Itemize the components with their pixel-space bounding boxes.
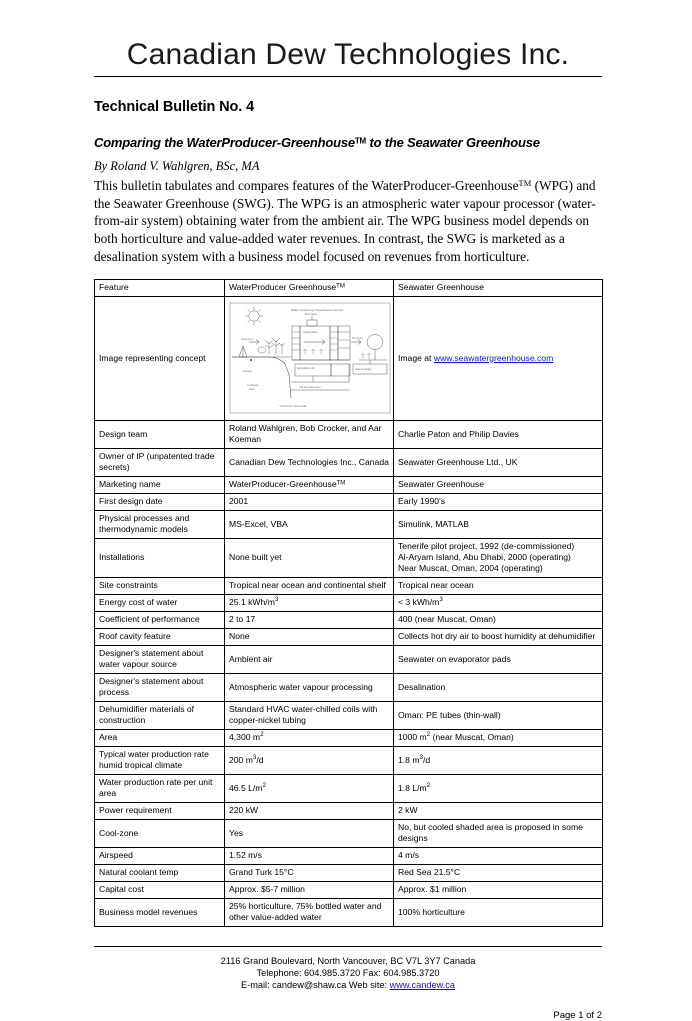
cell-wpg-value: WaterProducer-Greenhouse™ [225, 476, 394, 493]
cell-wpg-value: Grand Turk 15°C [225, 864, 394, 881]
cell-feature: Business model revenues [95, 898, 225, 926]
cell-swg-value: 1.8 $L/m^2$ [394, 774, 603, 802]
cell-feature: Capital cost [95, 881, 225, 898]
image-link-prefix: Image at [398, 352, 434, 363]
cell-wpg-value: Yes [225, 819, 394, 847]
table-header-row [95, 279, 603, 296]
cell-feature: Airspeed [95, 847, 225, 864]
cell-feature: Physical processes and thermodynamic models [95, 510, 225, 538]
cell-swg-value: Seawater Greenhouse Ltd., UK [394, 448, 603, 476]
svg-text:shelf: shelf [249, 389, 254, 392]
table-row [95, 847, 603, 864]
cell-feature: Typical water production rate humid tropical climate [95, 746, 225, 774]
cell-wpg-value: Canadian Dew Technologies Inc., Canada [225, 448, 394, 476]
cell-wpg-value: Tropical near ocean and continental shelf [225, 577, 394, 594]
header-feature: Feature [95, 279, 225, 296]
cell-swg-value: Early 1990's [394, 493, 603, 510]
masthead [94, 0, 602, 77]
page-content [94, 0, 602, 1021]
table-row [95, 510, 603, 538]
cell-feature: Cool-zone [95, 819, 225, 847]
footer-contact [94, 955, 602, 992]
cell-feature: Area [95, 729, 225, 746]
svg-text:"Cool-zone" not to scale: "Cool-zone" not to scale [279, 405, 307, 409]
cell-swg-value: < 3 kWh/$m^3$ [394, 594, 603, 611]
cell-wpg-diagram [225, 296, 394, 420]
intro-text-start: This bulletin tabulates and compares features of the WaterProducer-Greenhouse [94, 178, 519, 193]
cell-swg-value: No, but cooled shaded area is proposed in some designs [394, 819, 603, 847]
cell-swg-value: Red Sea 21.5°C [394, 864, 603, 881]
header-waterproducer-greenhouse [225, 279, 394, 296]
cell-swg-value: 1.8 $m^3/d$ [394, 746, 603, 774]
svg-text:Water producing Greenhouse con: Water producing Greenhouse concept [291, 308, 344, 313]
cell-feature: Coefficient of performance [95, 611, 225, 628]
cell-wpg-value: None built yet [225, 538, 394, 577]
cell-feature: Roof cavity feature [95, 628, 225, 645]
company-title: Canadian Dew Technologies Inc. [126, 38, 570, 71]
intro-paragraph [94, 177, 602, 265]
svg-text:sea level: sea level [243, 371, 253, 374]
author-byline: By Roland V. Wahlgren, BSc, MA [94, 159, 260, 173]
cell-swg-value: Seawater on evaporator pads [394, 645, 603, 673]
cell-wpg-value: 200 $m^3/d$ [225, 746, 394, 774]
cell-wpg-value: 46.5 $L/m^2$ [225, 774, 394, 802]
footer-phone: Telephone: 604.985.3720 Fax: 604.985.3720 [256, 967, 440, 978]
table-row [95, 673, 603, 701]
cell-feature: Energy cost of water [95, 594, 225, 611]
table-row [95, 774, 603, 802]
header-wpg-text: WaterProducer Greenhouse [229, 282, 337, 293]
cell-feature-image-concept: Image representing concept [95, 296, 225, 420]
svg-text:Roof cavity: Roof cavity [305, 313, 317, 317]
table-row [95, 538, 603, 577]
candew-website-link[interactable]: www.candew.ca [389, 980, 455, 991]
cell-swg-value: Approx. $1 million [394, 881, 603, 898]
cell-feature: Owner of IP (unpatented trade secrets) [95, 448, 225, 476]
svg-text:continental: continental [247, 385, 259, 388]
table-row [95, 701, 603, 729]
cell-swg-value: 4 m/s [394, 847, 603, 864]
cell-swg-value: 1000 $m^2$ (near Muscat, Oman) [394, 729, 603, 746]
table-row [95, 864, 603, 881]
cell-swg-value: 400 (near Muscat, Oman) [394, 611, 603, 628]
footer-address: 2116 Grand Boulevard, North Vancouver, BC V7L 3Y7 Canada [220, 955, 476, 966]
svg-text:dehumidifier coils: dehumidifier coils [297, 368, 315, 371]
table-row [95, 493, 603, 510]
subtitle-text-start: Comparing the WaterProducer-Greenhouse [94, 135, 355, 150]
table-row [95, 420, 603, 448]
table-row [95, 448, 603, 476]
cell-wpg-value: 1.52 m/s [225, 847, 394, 864]
table-row [95, 476, 603, 493]
footer-email-web [94, 979, 602, 991]
cell-wpg-value: MS-Excel, VBA [225, 510, 394, 538]
cell-swg-value: Collects hot dry air to boost humidity at dehumidifier [394, 628, 603, 645]
cell-swg-value: Desalination [394, 673, 603, 701]
cell-wpg-value: 25% horticulture, 75% bottled water and other value-added water [225, 898, 394, 926]
table-row-image-concept [95, 296, 603, 420]
table-row [95, 645, 603, 673]
comparison-table [94, 279, 603, 927]
cell-wpg-value: 2 to 17 [225, 611, 394, 628]
cell-feature: Marketing name [95, 476, 225, 493]
cell-swg-value: Seawater Greenhouse [394, 476, 603, 493]
svg-text:water to storage: water to storage [355, 369, 372, 372]
footer-email-text: E-mail: candew@shaw.ca Web site: [241, 980, 390, 991]
cell-wpg-value: 25.1 kWh/$m^3$ [225, 594, 394, 611]
cell-feature: Natural coolant temp [95, 864, 225, 881]
table-row [95, 898, 603, 926]
cell-feature: Design team [95, 420, 225, 448]
document-subtitle [94, 135, 602, 150]
header-seawater-greenhouse: Seawater Greenhouse [394, 279, 603, 296]
greenhouse-concept-diagram [229, 302, 391, 414]
cell-feature: Installations [95, 538, 225, 577]
table-row [95, 577, 603, 594]
table-row [95, 802, 603, 819]
svg-text:growing area: growing area [303, 331, 317, 335]
cell-wpg-value: Approx. $5-7 million [225, 881, 394, 898]
cell-feature: Power requirement [95, 802, 225, 819]
cell-feature: Designer's statement about water vapour source [95, 645, 225, 673]
subtitle-text-end: to the Seawater Greenhouse [366, 135, 540, 150]
trademark-symbol: TM [354, 136, 367, 146]
cell-feature: Dehumidifier materials of construction [95, 701, 225, 729]
bulletin-number: Technical Bulletin No. 4 [94, 99, 255, 115]
footer-divider [94, 946, 602, 947]
cell-swg-value: 100% horticulture [394, 898, 603, 926]
table-body [95, 420, 603, 926]
cell-feature: First design date [95, 493, 225, 510]
cell-swg-value: Tenerife pilot project, 1992 (de-commissioned) Al-Aryam Island, Abu Dhabi, 2000 (operating) Near Muscat, Oman, 2004 (operating) [394, 538, 603, 577]
cell-wpg-value: 220 kW [225, 802, 394, 819]
trademark-symbol: TM [518, 178, 532, 189]
cell-swg-value: Charlie Paton and Philip Davies [394, 420, 603, 448]
svg-text:cold sea water return: cold sea water return [299, 387, 321, 390]
cell-swg-value: 2 kW [394, 802, 603, 819]
cell-swg-value: Tropical near ocean [394, 577, 603, 594]
cell-wpg-value: Roland Wahlgren, Bob Crocker, and Aar Koeman [225, 420, 394, 448]
table-row [95, 729, 603, 746]
intro-text-end: (WPG) and the Seawater Greenhouse (SWG). The WPG is an atmospheric water vapour processor (water-from-air system) obtaining water from the ambient air. The WPG business model depends on both horticulture and value-added water revenues. In contrast, the SWG is marketed as a desalination system with a business model focused on revenues from horticulture. [94, 178, 596, 264]
cell-feature: Water production rate per unit area [95, 774, 225, 802]
cell-feature: Designer's statement about process [95, 673, 225, 701]
seawatergreenhouse-link[interactable]: www.seawatergreenhouse.com [433, 352, 554, 363]
table-row [95, 594, 603, 611]
cell-swg-value: Oman: PE tubes (thin-wall) [394, 701, 603, 729]
cell-feature: Site constraints [95, 577, 225, 594]
table-row [95, 628, 603, 645]
cell-wpg-value: Ambient air [225, 645, 394, 673]
cell-wpg-value: 4,300 $m^2$ [225, 729, 394, 746]
svg-text:dry air out: dry air out [352, 337, 363, 341]
cell-wpg-value: None [225, 628, 394, 645]
table-row [95, 819, 603, 847]
trademark-symbol: TM [336, 283, 345, 290]
masthead-divider [94, 76, 602, 77]
cell-wpg-value: 2001 [225, 493, 394, 510]
cell-wpg-value: Standard HVAC water-chilled coils with copper-nickel tubing [225, 701, 394, 729]
page-number: Page 1 of 2 [553, 1009, 602, 1021]
cell-wpg-value: Atmospheric water vapour processing [225, 673, 394, 701]
cell-swg-image-link [394, 296, 603, 420]
table-row [95, 611, 603, 628]
cell-swg-value: Simulink, MATLAB [394, 510, 603, 538]
table-row [95, 746, 603, 774]
svg-text:humid air in: humid air in [241, 338, 254, 342]
